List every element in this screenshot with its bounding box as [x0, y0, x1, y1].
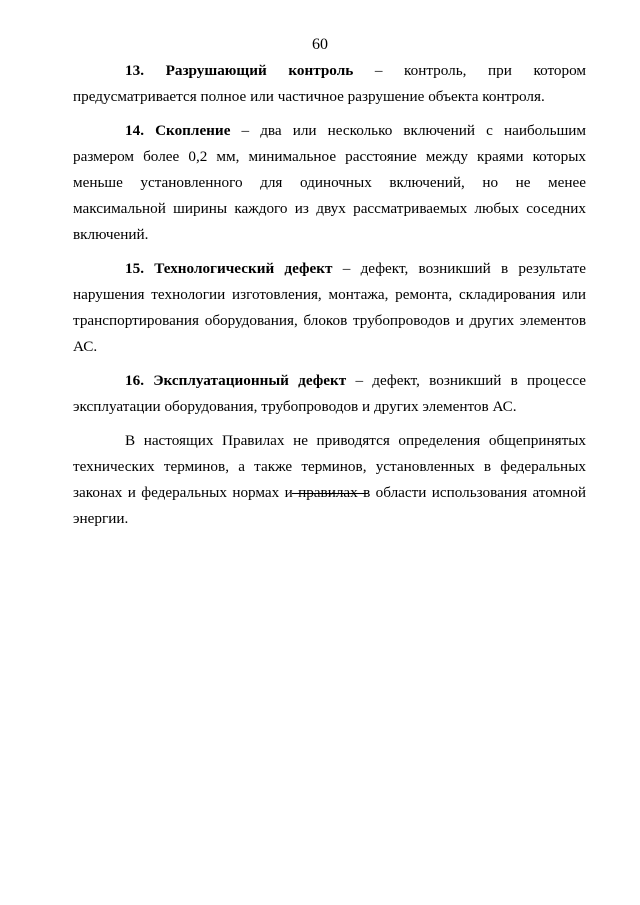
definition-16	[73, 368, 586, 420]
definition-14	[73, 118, 586, 248]
end-rule	[292, 493, 368, 494]
definition-number: 16.	[125, 372, 144, 389]
definition-number: 13.	[125, 62, 144, 79]
definition-text: – контроль, при котором предусматривается полное или частичное разрушение объекта контроля.	[73, 62, 586, 105]
definition-number: 15.	[125, 260, 144, 277]
definition-term: Технологический дефект	[154, 260, 333, 277]
definition-text: – дефект, возникший в процессе эксплуатации оборудования, трубопроводов и других элементов АС.	[73, 372, 586, 415]
definition-number: 14.	[125, 122, 144, 139]
definition-15	[73, 256, 586, 360]
definition-13	[73, 58, 586, 110]
definition-term: Скопление	[155, 122, 231, 139]
page-number: 60	[312, 36, 328, 53]
document-body	[73, 58, 586, 532]
definition-text: – два или несколько включений с наибольшим размером более 0,2 мм, минимальное расстояние между краями которых меньше установленного для одиночных включений, но не менее максимальной ширины каждого из двух рассматриваемых любых соседних включений.	[73, 122, 586, 243]
closing-paragraph: В настоящих Правилах не приводятся определения общепринятых технических терминов, а также терминов, установленных в федеральных законах и федеральных нормах и правилах в области использования атомной энергии.	[73, 432, 586, 527]
definition-text: – дефект, возникший в результате нарушения технологии изготовления, монтажа, ремонта, складирования или транспортирования оборудования, блоков трубопроводов и других элементов АС.	[73, 260, 586, 355]
definition-term: Эксплуатационный дефект	[153, 372, 347, 389]
definition-term: Разрушающий контроль	[165, 62, 354, 79]
